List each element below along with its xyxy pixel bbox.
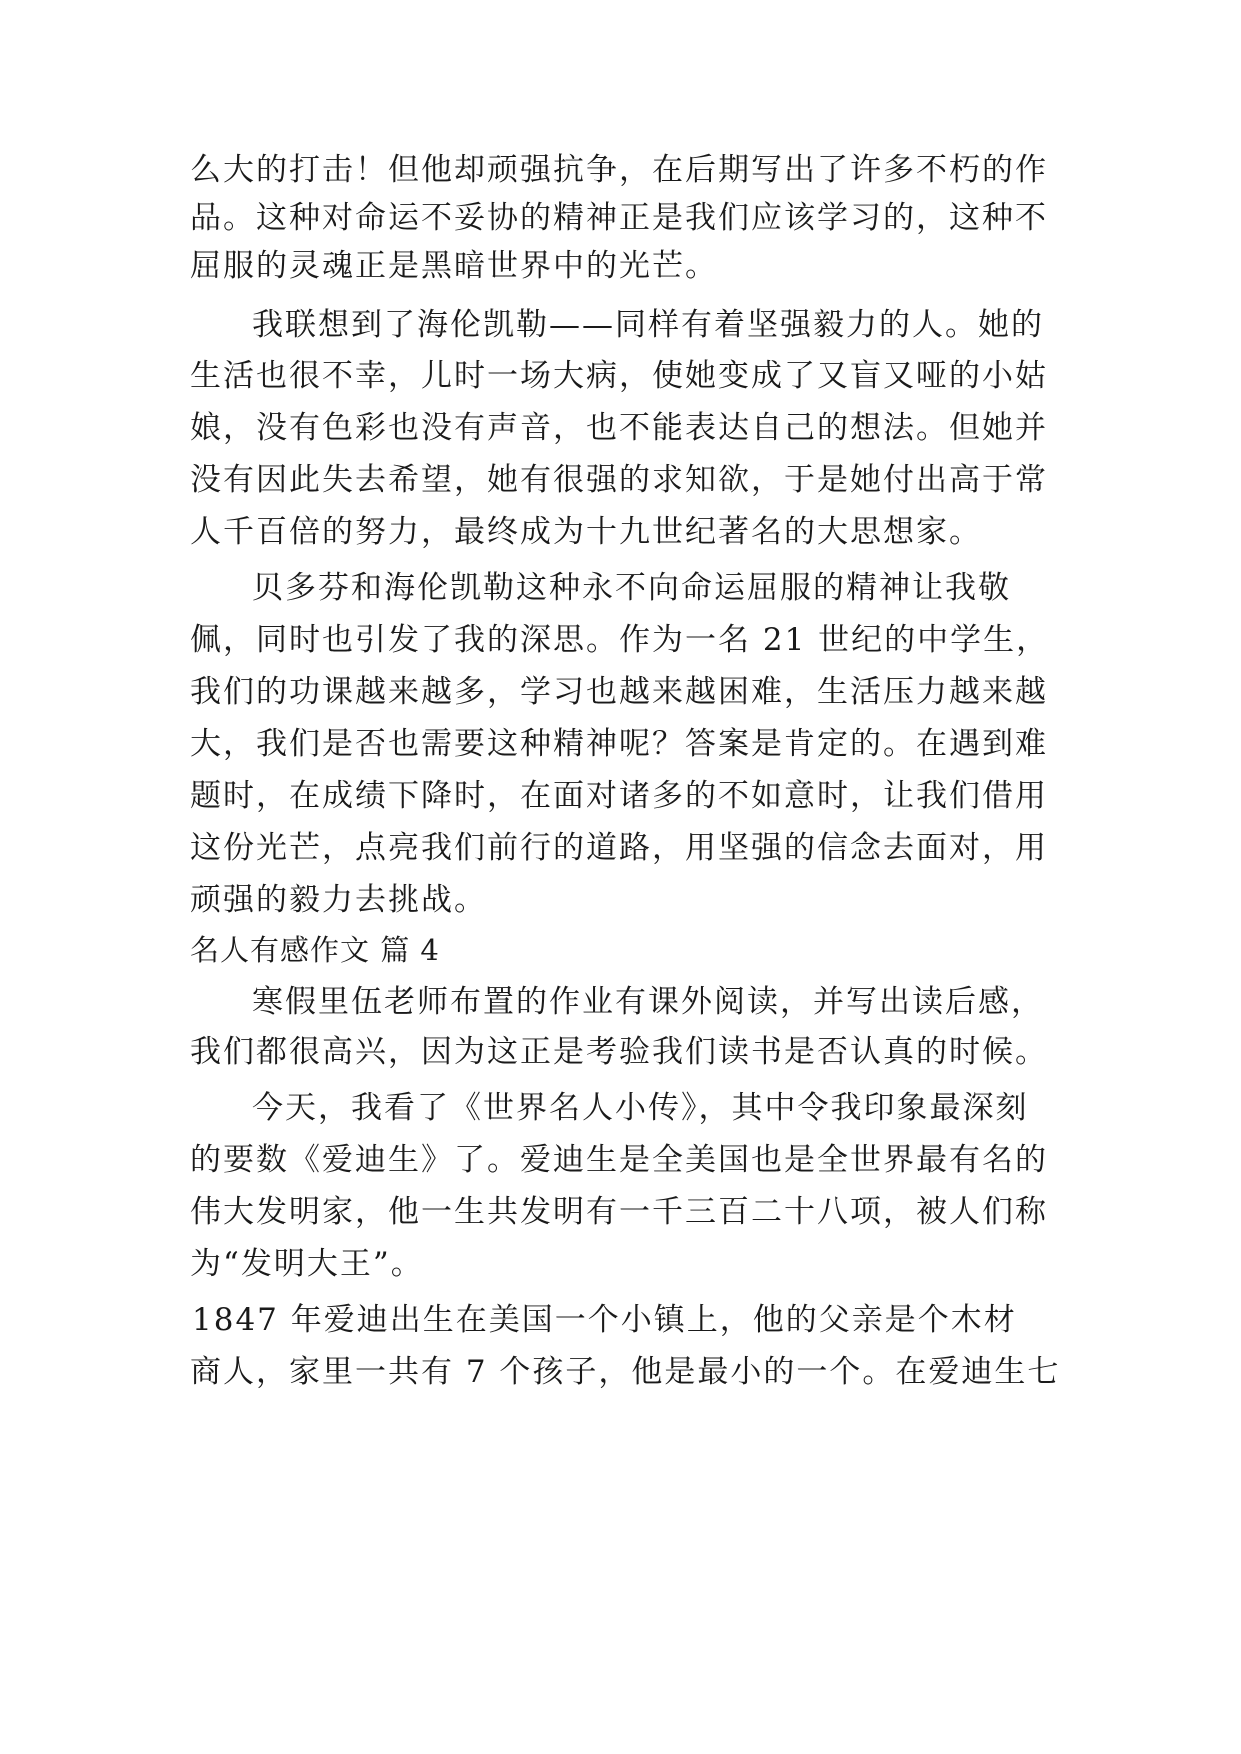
text-line: 为“发明大王”。 [190, 1246, 424, 1282]
text-line: 生活也很不幸，儿时一场大病，使她变成了又盲又哑的小姑 [190, 358, 1048, 394]
text-line: 商人，家里一共有 7 个孩子，他是最小的一个。在爱迪生七 [190, 1354, 1061, 1390]
paragraph-first-line: 寒假里伍老师布置的作业有课外阅读，并写出读后感， [252, 984, 1044, 1020]
section-heading: 名人有感作文 篇 4 [190, 933, 440, 967]
text-line: 这份光芒，点亮我们前行的道路，用坚强的信念去面对，用 [190, 830, 1048, 866]
text-line: 大，我们是否也需要这种精神呢？答案是肯定的。在遇到难 [190, 726, 1048, 762]
text-line: 的要数《爱迪生》了。爱迪生是全美国也是全世界最有名的 [190, 1142, 1048, 1178]
paragraph-first-line: 我联想到了海伦凯勒——同样有着坚强毅力的人。她的 [252, 307, 1044, 343]
paragraph-first-line: 1847 年爱迪出生在美国一个小镇上，他的父亲是个木材 [192, 1302, 1017, 1338]
text-line: 屈服的灵魂正是黑暗世界中的光芒。 [190, 248, 718, 284]
text-line: 伟大发明家，他一生共发明有一千三百二十八项，被人们称 [190, 1194, 1048, 1230]
text-line: 我们的功课越来越多，学习也越来越困难，生活压力越来越 [190, 674, 1048, 710]
text-line: 佩，同时也引发了我的深思。作为一名 21 世纪的中学生， [190, 622, 1050, 658]
text-line: 没有因此失去希望，她有很强的求知欲，于是她付出高于常 [190, 462, 1048, 498]
text-line: 品。这种对命运不妥协的精神正是我们应该学习的，这种不 [190, 200, 1048, 236]
paragraph-first-line: 今天，我看了《世界名人小传》，其中令我印象最深刻 [252, 1090, 1029, 1126]
text-line: 顽强的毅力去挑战。 [190, 882, 487, 918]
text-line: 题时，在成绩下降时，在面对诸多的不如意时，让我们借用 [190, 778, 1048, 814]
paragraph-first-line: 贝多芬和海伦凯勒这种永不向命运屈服的精神让我敬 [252, 570, 1011, 606]
text-line: 么大的打击！但他却顽强抗争，在后期写出了许多不朽的作 [190, 152, 1048, 188]
text-line: 我们都很高兴，因为这正是考验我们读书是否认真的时候。 [190, 1034, 1048, 1070]
text-line: 娘，没有色彩也没有声音，也不能表达自己的想法。但她并 [190, 410, 1048, 446]
text-line: 人千百倍的努力，最终成为十九世纪著名的大思想家。 [190, 514, 982, 550]
